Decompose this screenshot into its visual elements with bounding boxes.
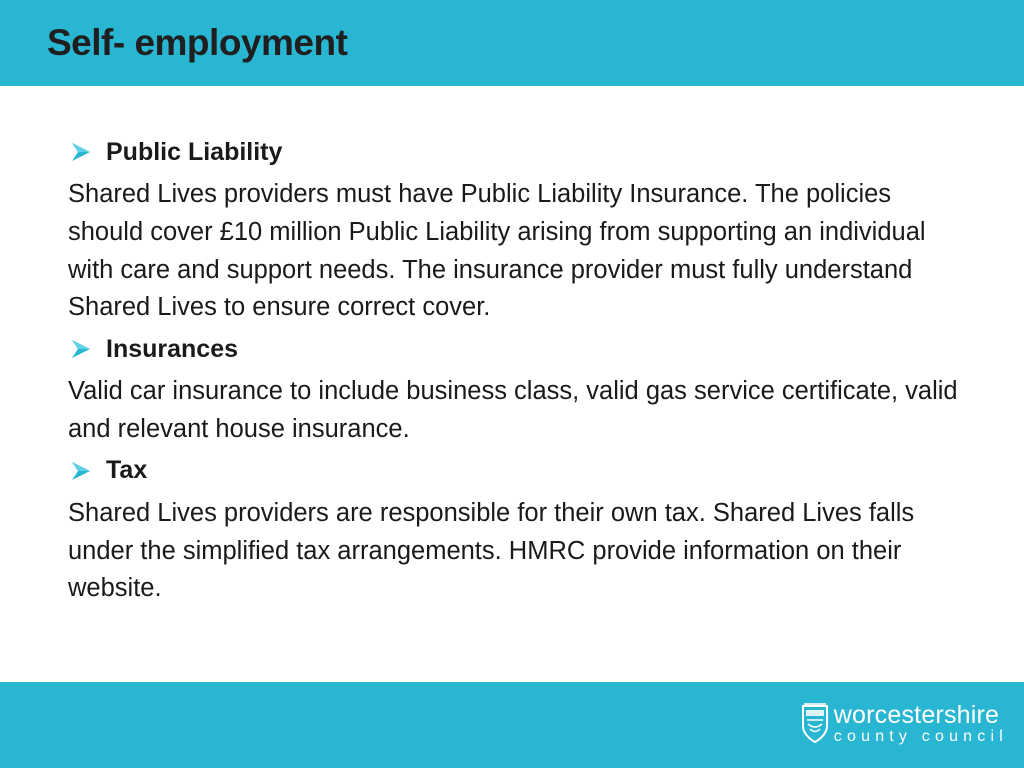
logo-text — [834, 702, 1008, 746]
logo-subtitle: county council — [833, 728, 1008, 745]
logo-wordmark: worcestershire — [833, 701, 1000, 729]
body-paragraph: Valid car insurance to include business class, valid gas service certificate, valid and relevant house insurance. — [68, 377, 958, 443]
footer-bar — [0, 682, 1024, 768]
header-bar — [0, 0, 1024, 86]
arrow-bullet-icon — [70, 338, 92, 360]
bullet-insurances — [68, 331, 968, 367]
crest-icon — [800, 702, 830, 746]
body-paragraph: Shared Lives providers are responsible for their own tax. Shared Lives falls under the simplified tax arrangements. HMRC provide information on their website. — [68, 498, 915, 603]
bullet-tax — [68, 453, 968, 489]
body-paragraph: Shared Lives providers must have Public Liability Insurance. The policies should cover £10 million Public Liability arising from supporting an individual with care and support needs. The insurance provider must fully understand Shared Lives to ensure correct cover. — [68, 180, 926, 322]
bullet-label: Public Liability — [106, 137, 283, 166]
bullet-label: Insurances — [106, 334, 239, 363]
bullet-public-liability — [68, 134, 968, 170]
bullet-label: Tax — [106, 456, 148, 485]
slide-title: Self- employment — [47, 22, 348, 63]
slide-content — [68, 134, 968, 612]
council-logo — [800, 702, 1008, 746]
arrow-bullet-icon — [70, 141, 92, 163]
arrow-bullet-icon — [70, 460, 92, 482]
